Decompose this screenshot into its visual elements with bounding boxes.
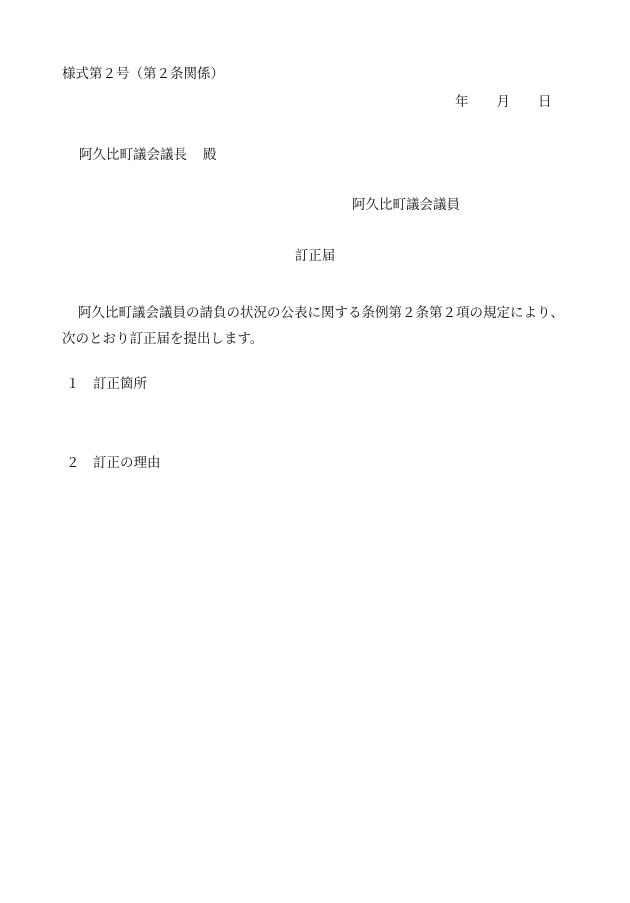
date-month-label: 月	[496, 94, 510, 110]
addressee-honorific: 殿	[203, 147, 217, 163]
list-item-label: 訂正箇所	[93, 376, 147, 392]
document-title: 訂正届	[294, 248, 336, 264]
list-item-correction-location	[66, 378, 147, 392]
date-line	[455, 96, 552, 110]
date-day-label: 日	[538, 94, 552, 110]
sender-title: 阿久比町議会議員	[352, 197, 460, 213]
date-year-label: 年	[455, 94, 469, 110]
list-item-number: １	[66, 376, 80, 392]
document-body-text: 阿久比町議会議員の請負の状況の公表に関する条例第２条第２項の規定により、次のとおり訂正届を提出します。	[62, 305, 564, 347]
addressee-name: 阿久比町議会議長	[79, 147, 187, 163]
addressee-line	[79, 149, 217, 163]
list-item-number: ２	[66, 455, 80, 471]
form-number-label: 様式第２号（第２条関係）	[62, 66, 224, 82]
list-item-label: 訂正の理由	[93, 455, 161, 471]
list-item-correction-reason	[66, 457, 161, 471]
